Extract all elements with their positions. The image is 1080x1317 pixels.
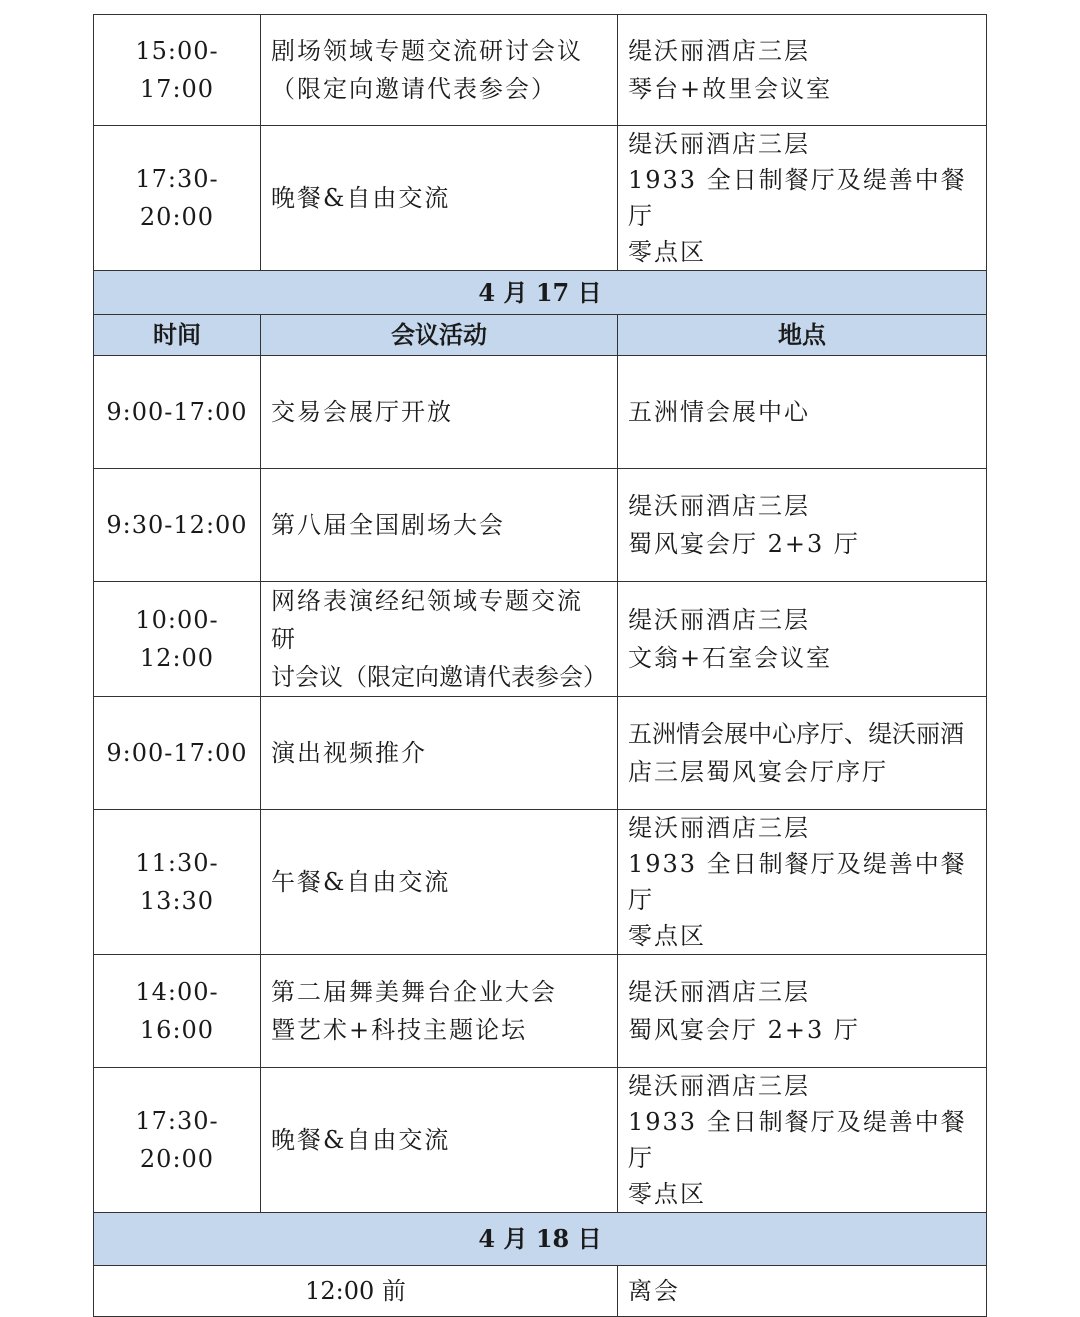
time-cell: 12:00 前 — [94, 1266, 618, 1317]
date-label: 4 月 18 日 — [94, 1213, 987, 1266]
schedule-table — [93, 14, 987, 1317]
activity-cell: 网络表演经纪领域专题交流研 讨会议（限定向邀请代表参会） — [261, 582, 618, 697]
location-cell: 五洲情会展中心序厅、缇沃丽酒 店三层蜀风宴会厅序厅 — [618, 697, 987, 810]
header-location: 地点 — [618, 315, 987, 356]
location-cell: 缇沃丽酒店三层 1933 全日制餐厅及缇善中餐厅 零点区 — [618, 810, 987, 955]
time-cell: 15:00-17:00 — [94, 15, 261, 126]
table-row — [94, 126, 987, 271]
table-row — [94, 15, 987, 126]
time-cell: 9:00-17:00 — [94, 356, 261, 469]
header-activity: 会议活动 — [261, 315, 618, 356]
activity-cell: 演出视频推介 — [261, 697, 618, 810]
header-time: 时间 — [94, 315, 261, 356]
location-cell: 缇沃丽酒店三层 琴台+故里会议室 — [618, 15, 987, 126]
location-cell: 缇沃丽酒店三层 蜀风宴会厅 2+3 厅 — [618, 469, 987, 582]
time-cell: 10:00-12:00 — [94, 582, 261, 697]
location-cell: 缇沃丽酒店三层 蜀风宴会厅 2+3 厅 — [618, 955, 987, 1068]
activity-cell: 晚餐&自由交流 — [261, 126, 618, 271]
table-row — [94, 810, 987, 955]
header-row — [94, 315, 987, 356]
activity-cell: 交易会展厅开放 — [261, 356, 618, 469]
activity-cell: 剧场领域专题交流研讨会议 （限定向邀请代表参会） — [261, 15, 618, 126]
activity-cell: 晚餐&自由交流 — [261, 1068, 618, 1213]
location-cell: 缇沃丽酒店三层 文翁+石室会议室 — [618, 582, 987, 697]
date-row-apr18 — [94, 1213, 987, 1266]
table-row — [94, 1068, 987, 1213]
time-cell: 17:30-20:00 — [94, 126, 261, 271]
time-cell: 17:30-20:00 — [94, 1068, 261, 1213]
date-label: 4 月 17 日 — [94, 271, 987, 315]
time-cell: 14:00-16:00 — [94, 955, 261, 1068]
location-cell: 五洲情会展中心 — [618, 356, 987, 469]
table-row — [94, 469, 987, 582]
date-row-apr17 — [94, 271, 987, 315]
time-cell: 9:00-17:00 — [94, 697, 261, 810]
time-cell: 11:30-13:30 — [94, 810, 261, 955]
location-cell: 缇沃丽酒店三层 1933 全日制餐厅及缇善中餐厅 零点区 — [618, 126, 987, 271]
table-row — [94, 582, 987, 697]
activity-cell: 午餐&自由交流 — [261, 810, 618, 955]
table-row — [94, 697, 987, 810]
table-row — [94, 356, 987, 469]
table-row — [94, 955, 987, 1068]
location-cell: 离会 — [618, 1266, 987, 1317]
time-cell: 9:30-12:00 — [94, 469, 261, 582]
location-cell: 缇沃丽酒店三层 1933 全日制餐厅及缇善中餐厅 零点区 — [618, 1068, 987, 1213]
table-row — [94, 1266, 987, 1317]
activity-cell: 第二届舞美舞台企业大会 暨艺术+科技主题论坛 — [261, 955, 618, 1068]
activity-cell: 第八届全国剧场大会 — [261, 469, 618, 582]
